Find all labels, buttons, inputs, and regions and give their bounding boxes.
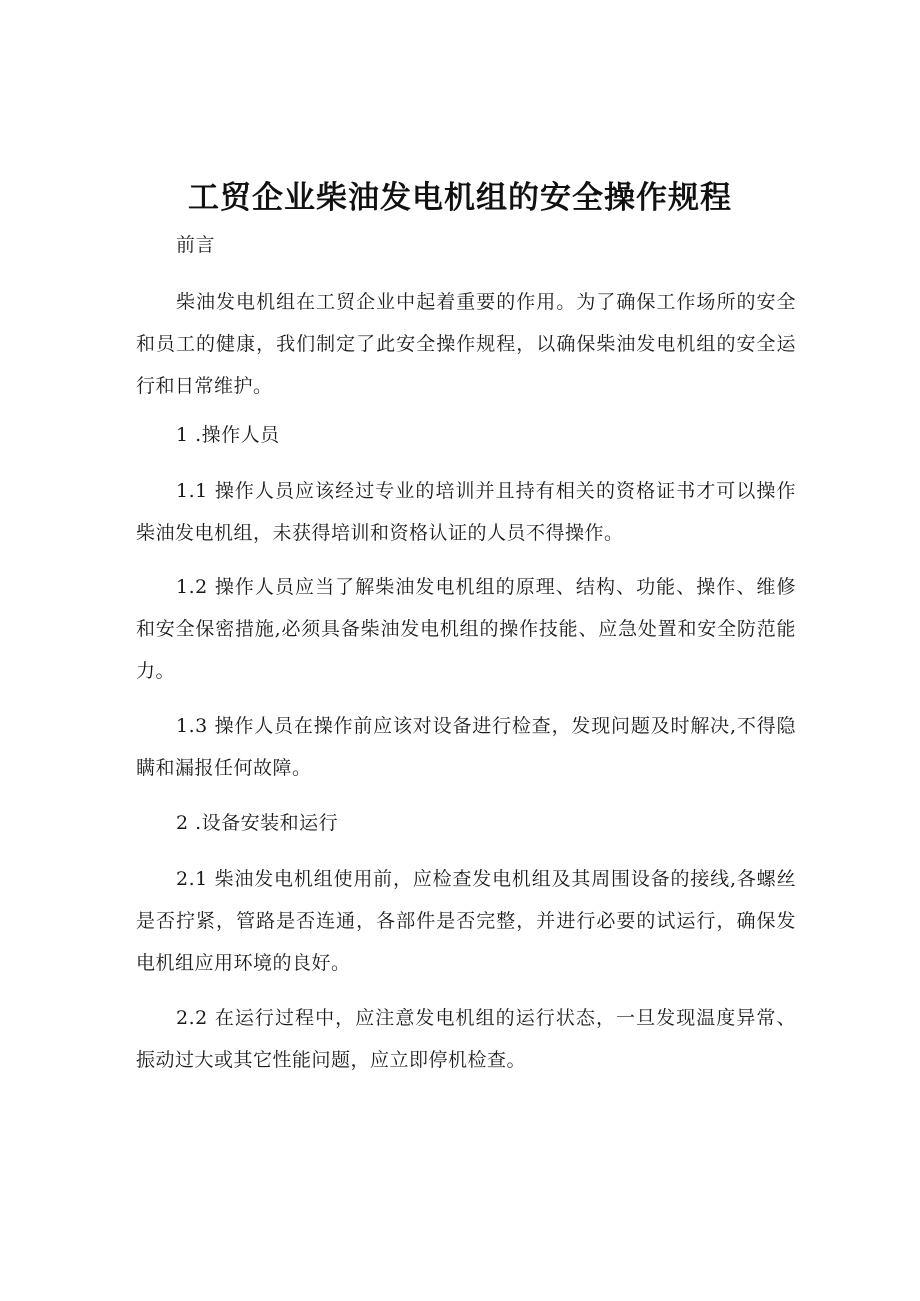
paragraph-2-2 (136, 997, 796, 1081)
section-2-heading-text: 2 .设备安装和运行 (176, 812, 339, 834)
section-2-heading (136, 802, 796, 844)
paragraph-1-1 (136, 470, 796, 554)
paragraph-2-1-text: 2.1 柴油发电机组使用前，应检查发电机组及其周围设备的接线,各螺丝是否拧紧，管路是否连通，各部件是否完整，并进行必要的试运行，确保发电机组应用环境的良好。 (136, 868, 796, 974)
paragraph-2-2-text: 2.2 在运行过程中，应注意发电机组的运行状态，一旦发现温度异常、振动过大或其它性能问题，应立即停机检查。 (136, 1007, 796, 1071)
section-1-heading (136, 414, 796, 456)
paragraph-2-1 (136, 858, 796, 984)
preface-heading (136, 224, 796, 266)
paragraph-1-1-text: 1.1 操作人员应该经过专业的培训并且持有相关的资格证书才可以操作柴油发电机组，未获得培训和资格认证的人员不得操作。 (136, 480, 796, 544)
section-1-heading-text: 1 .操作人员 (176, 424, 280, 446)
preface-heading-text: 前言 (176, 234, 216, 256)
paragraph-1-2 (136, 566, 796, 692)
paragraph-1-2-text: 1.2 操作人员应当了解柴油发电机组的原理、结构、功能、操作、维修和安全保密措施,必须具备柴油发电机组的操作技能、应急处置和安全防范能力。 (136, 576, 796, 682)
document-title: 工贸企业柴油发电机组的安全操作规程 (188, 180, 732, 216)
paragraph-1-3-text: 1.3 操作人员在操作前应该对设备进行检查，发现问题及时解决,不得隐瞒和漏报任何故障。 (136, 715, 796, 779)
intro-paragraph (136, 281, 796, 407)
paragraph-1-3 (136, 705, 796, 789)
intro-paragraph-text: 柴油发电机组在工贸企业中起着重要的作用。为了确保工作场所的安全和员工的健康，我们制定了此安全操作规程，以确保柴油发电机组的安全运行和日常维护。 (136, 291, 796, 397)
